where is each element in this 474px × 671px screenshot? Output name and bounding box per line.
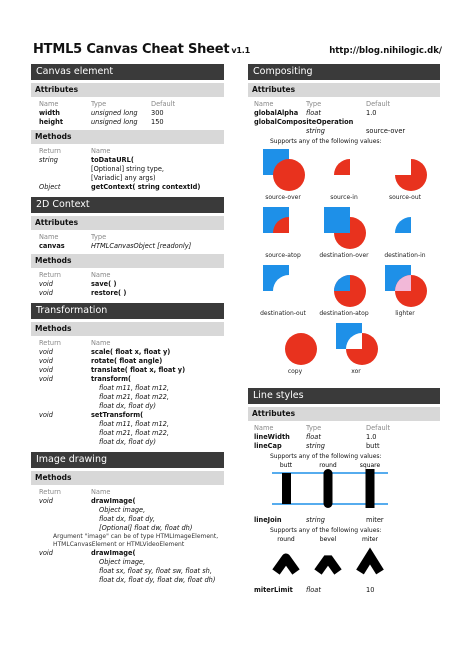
method-row-todataurl: string toDataURL( [39, 156, 134, 164]
canvas-attributes-header: Attributes [31, 83, 224, 97]
image-method-arg: [Optional] float dw, float dh) [99, 524, 193, 532]
composite-example-lighter [374, 263, 436, 317]
composite-example-source-atop [252, 205, 314, 259]
image-method-arg: float dx, float dy, [99, 515, 155, 523]
section-transformation: Transformation [31, 303, 224, 319]
line-col-headers: Name Type Default [254, 424, 391, 432]
compositing-supports-note: Supports any of the following values: [270, 138, 382, 145]
join-label-bevel: bevel [319, 536, 337, 543]
attr-row-linejoin: lineJoin string miter [254, 516, 384, 524]
attr-row-height: height unsigned long 150 [39, 118, 164, 126]
composite-label: destination-in [384, 252, 426, 259]
image-method-arg: Object image, [99, 558, 146, 566]
image-col-headers: Return Name [39, 488, 111, 496]
site-url[interactable]: http://blog.nihilogic.dk/ [329, 46, 442, 56]
compositing-col-headers: Name Type Default [254, 100, 391, 108]
composite-example-destination-in [374, 205, 436, 259]
canvas-attr-col-headers: Name Type Default [39, 100, 176, 108]
composite-diagram-destination-out [261, 263, 305, 309]
attr-row-linewidth: lineWidth float 1.0 [254, 433, 377, 441]
cap-label-square: square [359, 462, 381, 469]
transformation-col-headers: Return Name [39, 339, 111, 347]
image-method-arg: float sx, float sy, float sw, float sh, [99, 567, 212, 575]
image-method-arg: Object image, [99, 506, 146, 514]
transform-method-row: void scale( float x, float y) [39, 348, 171, 356]
transform-method-arg: float dx, float dy) [99, 402, 156, 410]
transformation-methods-header: Methods [31, 322, 224, 336]
image-method-row: void drawImage( [39, 497, 136, 505]
join-label-round: round [277, 536, 295, 543]
composite-diagram-source-over [261, 147, 305, 193]
method-row-save: void save( ) [39, 280, 117, 288]
attr-row-globalcompositeoperation: globalCompositeOperation [254, 118, 354, 126]
section-image-drawing: Image drawing [31, 452, 224, 468]
composite-example-destination-atop [313, 263, 375, 317]
composite-example-xor [325, 321, 387, 375]
composite-label: destination-atop [319, 310, 369, 317]
compositing-attributes-header: Attributes [248, 83, 440, 97]
transform-method-row: void rotate( float angle) [39, 357, 163, 365]
transform-method-arg: float m21, float m22, [99, 429, 169, 437]
composite-label: destination-out [260, 310, 306, 317]
attr-row-miterlimit: miterLimit float 10 [254, 586, 375, 594]
transformation-method-list [31, 348, 224, 447]
composite-diagram-destination-in [383, 205, 427, 251]
method-extra: [Variadic] any args) [91, 174, 156, 182]
transform-method-arg: float dx, float dy) [99, 438, 156, 446]
composite-label: destination-over [319, 252, 369, 259]
composite-label: lighter [395, 310, 415, 317]
attr-row-canvas: canvas HTMLCanvasObject [readonly] [39, 242, 192, 250]
image-type-note: Argument "image" can be of type HTMLImageElement, [53, 533, 219, 540]
attr-row-linecap: lineCap string butt [254, 442, 380, 450]
composite-diagram-lighter [383, 263, 427, 309]
composite-diagram-source-out [383, 147, 427, 193]
section-2d-context: 2D Context [31, 197, 224, 213]
transform-method-row: void setTransform( [39, 411, 144, 419]
composite-label: source-atop [265, 252, 301, 259]
method-row-getcontext: Object getContext( string contextId) [39, 183, 201, 191]
image-type-note: HTMLCanvasElement or HTMLVideoElement [53, 541, 185, 548]
image-method-arg: float dx, float dy, float dw, float dh) [99, 576, 216, 584]
composite-label: xor [351, 368, 361, 375]
cap-label-butt: butt [279, 462, 293, 469]
context-attr-col-headers: Name Type [39, 233, 107, 241]
cap-label-round: round [319, 462, 337, 469]
join-shape-bevel [318, 558, 338, 572]
image-methods-header: Methods [31, 471, 224, 485]
version-label: v1.1 [231, 46, 251, 55]
composite-example-source-out [374, 147, 436, 201]
composite-label: source-over [265, 194, 301, 201]
line-attributes-header: Attributes [248, 407, 440, 421]
composite-label: copy [287, 368, 303, 375]
method-row-restore: void restore( ) [39, 289, 127, 297]
attr-row-globalalpha: globalAlpha float 1.0 [254, 109, 377, 117]
composite-example-destination-out [252, 263, 314, 317]
composite-label: source-out [388, 194, 422, 201]
transform-method-arg: float m11, float m12, [99, 420, 169, 428]
image-method-row: void drawImage( [39, 549, 136, 557]
composite-diagram-source-atop [261, 205, 305, 251]
composite-diagram-copy [273, 321, 317, 367]
composite-diagram-destination-over [322, 205, 366, 251]
context-method-col-headers: Return Name [39, 271, 111, 279]
linejoin-supports-note: Supports any of the following values: [270, 527, 382, 534]
linecap-examples [248, 460, 440, 512]
section-line-styles: Line styles [248, 388, 440, 404]
composite-example-source-over [252, 147, 314, 201]
gco-type-row: string source-over [306, 127, 406, 135]
canvas-method-col-headers: Return Name [39, 147, 111, 155]
cap-shape-butt [282, 473, 291, 504]
cap-shape-square [366, 469, 375, 508]
composite-example-destination-over [313, 205, 375, 259]
composite-diagram-destination-atop [322, 263, 366, 309]
composite-label: source-in [330, 194, 358, 201]
join-shape-round [276, 558, 296, 572]
composite-diagram-source-in [322, 147, 366, 193]
context-attributes-header: Attributes [31, 216, 224, 230]
composite-diagram-xor [334, 321, 378, 367]
cap-shape-round [324, 469, 333, 508]
composite-example-source-in [313, 147, 375, 201]
left-column [31, 64, 224, 585]
page-title: HTML5 Canvas Cheat Sheet v1.1 [33, 42, 251, 57]
linejoin-examples [248, 534, 440, 578]
transform-method-row: void transform( [39, 375, 132, 383]
transform-method-arg: float m11, float m12, [99, 384, 169, 392]
context-methods-header: Methods [31, 254, 224, 268]
join-shape-miter [360, 556, 380, 572]
linecap-supports-note: Supports any of the following values: [270, 453, 382, 460]
join-label-miter: miter [361, 536, 379, 543]
method-extra: [Optional] string type, [91, 165, 164, 173]
section-compositing: Compositing [248, 64, 440, 80]
compositing-examples [248, 145, 440, 385]
section-canvas-element: Canvas element [31, 64, 224, 80]
composite-example-copy [264, 321, 326, 375]
transform-method-arg: float m21, float m22, [99, 393, 169, 401]
canvas-methods-header: Methods [31, 130, 224, 144]
transform-method-row: void translate( float x, float y) [39, 366, 186, 374]
right-column [248, 64, 440, 595]
image-method-list [31, 497, 224, 585]
attr-row-width: width unsigned long 300 [39, 109, 164, 117]
